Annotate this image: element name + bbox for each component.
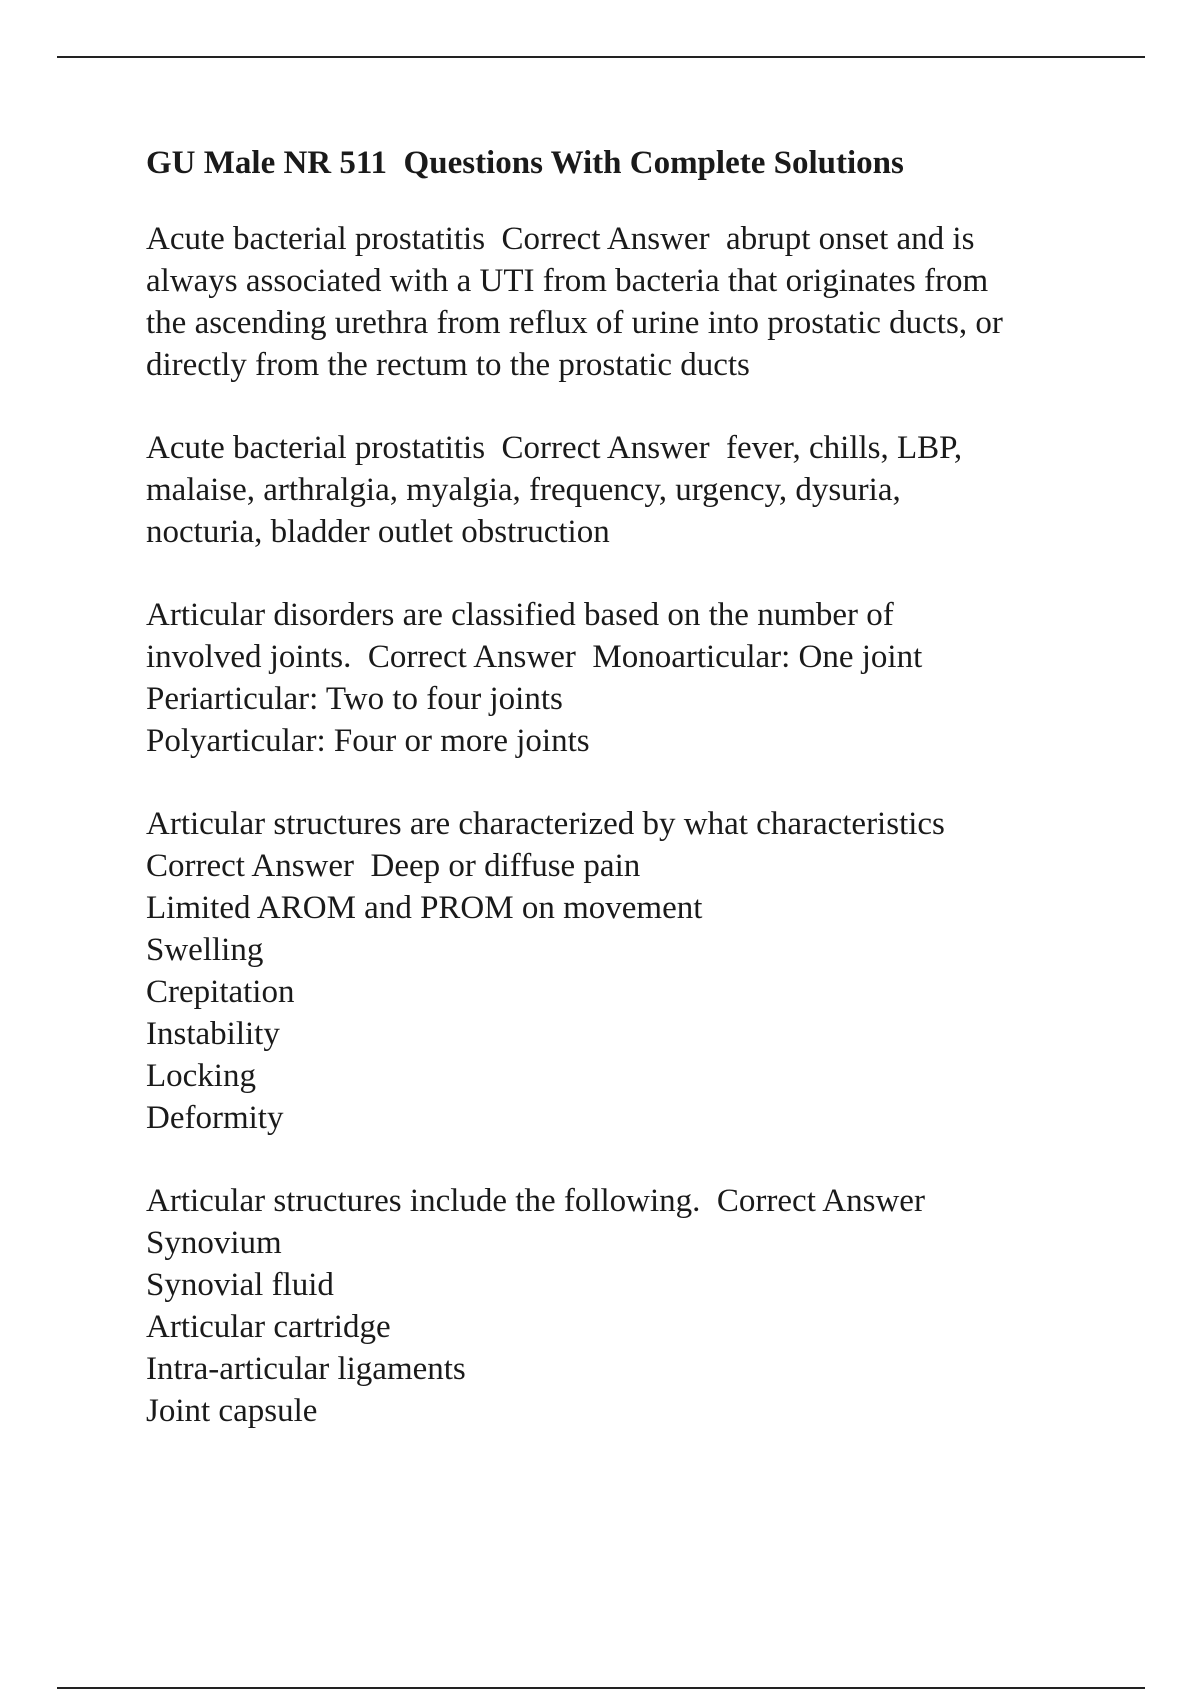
- qa-entry: [146, 218, 1146, 386]
- entry-line: Articular disorders are classified based on the number of: [146, 597, 894, 633]
- top-rule: [57, 56, 1145, 58]
- qa-entry: [146, 427, 1146, 553]
- entry-line: Periarticular: Two to four joints: [146, 681, 563, 717]
- document-body: [146, 142, 1146, 1473]
- entry-line: Locking: [146, 1058, 256, 1094]
- entry-line: Articular structures include the following. Correct Answer: [146, 1183, 925, 1219]
- entry-line: Synovium: [146, 1225, 282, 1261]
- entry-line: malaise, arthralgia, myalgia, frequency, urgency, dysuria,: [146, 472, 901, 508]
- entry-line: always associated with a UTI from bacteria that originates from: [146, 263, 989, 299]
- entry-line: Articular structures are characterized by what characteristics: [146, 806, 945, 842]
- entry-line: Articular cartridge: [146, 1309, 391, 1345]
- entry-line: Acute bacterial prostatitis Correct Answer fever, chills, LBP,: [146, 430, 963, 466]
- qa-entry: [146, 594, 1146, 762]
- entry-line: the ascending urethra from reflux of urine into prostatic ducts, or: [146, 305, 1003, 341]
- qa-entry: [146, 803, 1146, 1139]
- qa-entry: [146, 1180, 1146, 1432]
- entry-line: Acute bacterial prostatitis Correct Answer abrupt onset and is: [146, 221, 975, 257]
- entry-line: Swelling: [146, 932, 264, 968]
- entry-line: Limited AROM and PROM on movement: [146, 890, 703, 926]
- entry-line: Joint capsule: [146, 1393, 318, 1429]
- document-title: GU Male NR 511 Questions With Complete Solutions: [146, 145, 904, 181]
- entry-line: Deformity: [146, 1100, 284, 1136]
- bottom-rule: [57, 1687, 1145, 1689]
- entry-line: Instability: [146, 1016, 280, 1052]
- entry-line: nocturia, bladder outlet obstruction: [146, 514, 610, 550]
- entry-line: directly from the rectum to the prostatic ducts: [146, 347, 750, 383]
- entry-line: Correct Answer Deep or diffuse pain: [146, 848, 641, 884]
- entry-line: involved joints. Correct Answer Monoarticular: One joint: [146, 639, 923, 675]
- entry-line: Polyarticular: Four or more joints: [146, 723, 590, 759]
- entry-line: Intra-articular ligaments: [146, 1351, 466, 1387]
- entry-line: Synovial fluid: [146, 1267, 334, 1303]
- entry-line: Crepitation: [146, 974, 295, 1010]
